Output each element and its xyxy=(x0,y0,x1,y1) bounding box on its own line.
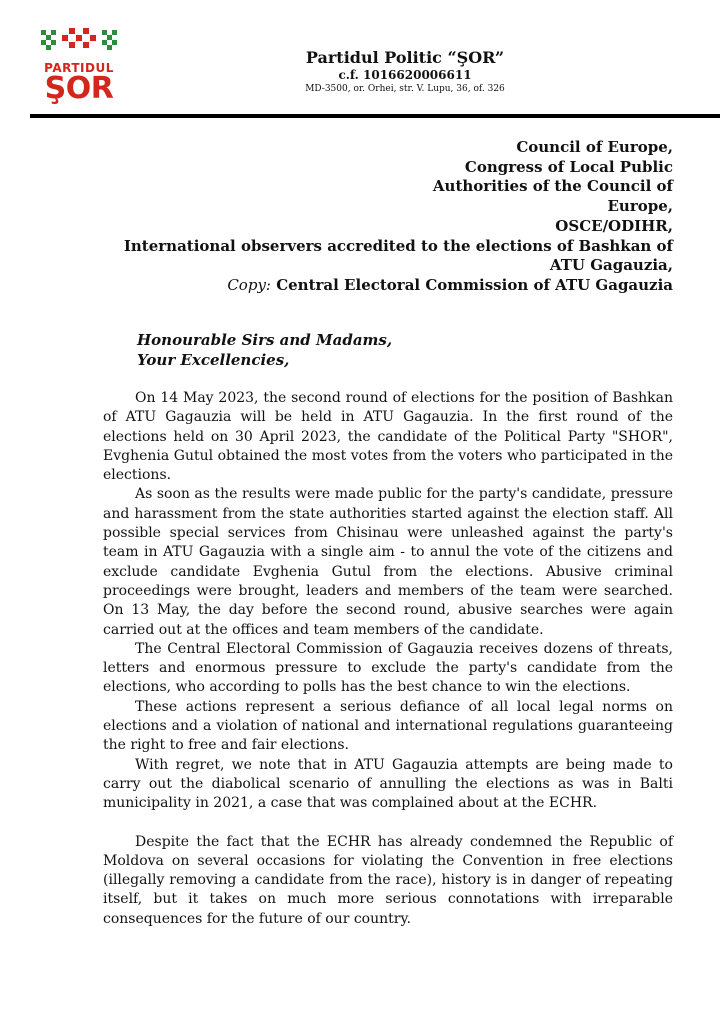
letter-body xyxy=(103,389,673,929)
ornament-icon xyxy=(38,26,120,58)
recipients-block xyxy=(90,138,673,296)
header-divider xyxy=(30,114,720,118)
recipient-line: ATU Gagauzia, xyxy=(549,256,673,275)
salutation-line: Honourable Sirs and Madams, xyxy=(137,331,393,349)
recipient-line: Europe, xyxy=(607,197,673,216)
party-logo xyxy=(36,26,122,110)
recipient-line: Authorities of the Council of xyxy=(432,177,673,196)
recipient-line: International observers accredited to the elections of Bashkan of xyxy=(123,236,673,255)
party-address: MD-3500, or. Orhei, str. V. Lupu, 36, of. 326 xyxy=(305,84,505,94)
body-paragraph: The Central Electoral Commission of Gagauzia receives dozens of threats, letters and enormous pressure to exclude the party's candidate from the elections, who according to polls has the best chance to win the elections. xyxy=(103,640,673,696)
recipient-line: Council of Europe, xyxy=(516,138,673,156)
fiscal-code: c.f. 1016620006611 xyxy=(338,68,472,82)
body-paragraph: Despite the fact that the ECHR has already condemned the Republic of Moldova on several occasions for violating the Convention in free elections (illegally removing a candidate from the race), history is in danger of repeating itself, but it takes on much more serious connotations with irreparable consequences for the future of our country. xyxy=(103,833,673,927)
copy-label: Copy: xyxy=(227,275,271,294)
body-paragraph: As soon as the results were made public for the party's candidate, pressure and harassment from the state authorities started against the election staff. All possible special services from Chisinau were unleashed against the party's team in ATU Gagauzia with a single aim - to annul the vote of the citizens and exclude candidate Evghenia Gutul from the elections. Abusive criminal proceedings were brought, leaders and members of the team were searched. On 13 May, the day before the second round, abusive searches were again carried out at the offices and team members of the candidate. xyxy=(103,486,673,638)
salutation-line: Your Excellencies, xyxy=(137,351,290,369)
recipient-line: Congress of Local Public xyxy=(464,157,673,176)
logo-text-sor: ŞOR xyxy=(44,71,114,106)
logo-text-partidul: PARTIDUL xyxy=(44,61,114,75)
body-paragraph: With regret, we note that in ATU Gagauzia attempts are being made to carry out the diabolical scenario of annulling the elections as was in Balti municipality in 2021, a case that was complained about at the ECHR. xyxy=(103,756,673,812)
recipient-line: OSCE/ODIHR, xyxy=(555,216,673,235)
party-name: Partidul Politic “ŞOR” xyxy=(305,48,505,67)
body-paragraph: These actions represent a serious defiance of all local legal norms on elections and a violation of national and international regulations guaranteeing the right to free and fair elections. xyxy=(103,698,673,754)
copy-recipient: Central Electoral Commission of ATU Gagauzia xyxy=(276,275,673,294)
salutation xyxy=(137,330,392,370)
body-paragraph: On 14 May 2023, the second round of elections for the position of Bashkan of ATU Gagauzia will be held in ATU Gagauzia. In the first round of the elections held on 30 April 2023, the candidate of the Political Party "SHOR", Evghenia Gutul obtained the most votes from the voters who participated in the elections. xyxy=(103,390,673,484)
copy-line xyxy=(90,276,673,296)
letterhead xyxy=(260,48,550,96)
